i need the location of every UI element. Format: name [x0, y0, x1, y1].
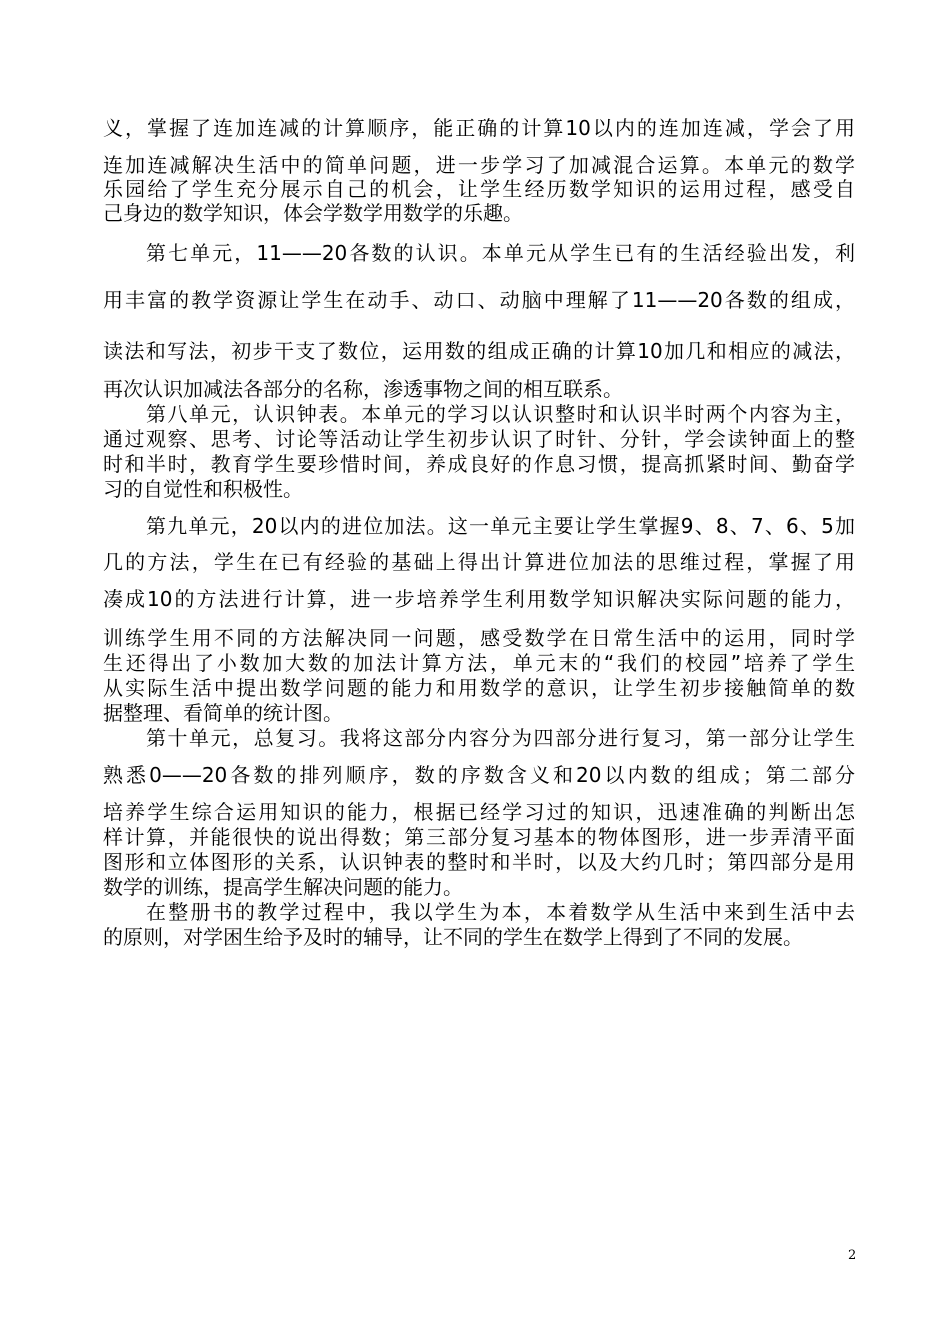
- text-line: 从实际生活中提出数学问题的能力和用数学的意识，让学生初步接触简单的数: [103, 676, 855, 700]
- text-line: 连加连减解决生活中的简单问题，进一步学习了加减混合运算。本单元的数学: [103, 153, 855, 177]
- text-line: 凑成10的方法进行计算，进一步培养学生利用数学知识解决实际问题的能力，: [103, 587, 855, 611]
- text-line: 时和半时，教育学生要珍惜时间，养成良好的作息习惯，提高抓紧时间、勤奋学: [103, 452, 855, 476]
- text-line: 几的方法，学生在已有经验的基础上得出计算进位加法的思维过程，掌握了用: [103, 550, 855, 574]
- text-line: 己身边的数学知识，体会学数学用数学的乐趣。: [103, 201, 523, 225]
- paragraph-first-line: 在整册书的教学过程中，我以学生为本，本着数学从生活中来到生活中去: [146, 900, 855, 924]
- text-line: 的原则，对学困生给予及时的辅导，让不同的学生在数学上得到了不同的发展。: [103, 925, 803, 949]
- text-line: 义，掌握了连加连减的计算顺序，能正确的计算10以内的连加连减，学会了用: [103, 116, 855, 140]
- paragraph-first-line: 第七单元，11——20各数的认识。本单元从学生已有的生活经验出发，利: [146, 241, 855, 265]
- paragraph-first-line: 第八单元，认识钟表。本单元的学习以认识整时和认识半时两个内容为主，: [146, 402, 855, 426]
- text-line: 读法和写法，初步干支了数位，运用数的组成正确的计算10加几和相应的减法，: [103, 339, 855, 363]
- page-number: 2: [848, 1248, 857, 1263]
- text-line: 乐园给了学生充分展示自己的机会，让学生经历数学知识的运用过程，感受自: [103, 177, 855, 201]
- text-line: 培养学生综合运用知识的能力，根据已经学习过的知识，迅速准确的判断出怎: [103, 800, 855, 824]
- text-line: 训练学生用不同的方法解决同一问题，感受数学在日常生活中的运用，同时学: [103, 626, 855, 650]
- text-line: 再次认识加减法各部分的名称，渗透事物之间的相互联系。: [103, 377, 623, 401]
- text-line: 熟悉0——20各数的排列顺序，数的序数含义和20以内数的组成；第二部分: [103, 763, 855, 787]
- text-line: 生还得出了小数加大数的加法计算方法，单元末的“我们的校园”培养了学生: [103, 651, 855, 675]
- text-line: 通过观察、思考、讨论等活动让学生初步认识了时针、分针，学会读钟面上的整: [103, 427, 855, 451]
- text-line: 习的自觉性和积极性。: [103, 477, 303, 501]
- text-line: 数学的训练，提高学生解决问题的能力。: [103, 875, 463, 899]
- text-line: 图形和立体图形的关系，认识钟表的整时和半时，以及大约几时；第四部分是用: [103, 850, 855, 874]
- text-line: 用丰富的教学资源让学生在动手、动口、动脑中理解了11——20各数的组成，: [103, 288, 855, 312]
- paragraph-first-line: 第十单元，总复习。我将这部分内容分为四部分进行复习，第一部分让学生: [146, 726, 855, 750]
- paragraph-first-line: 第九单元，20以内的进位加法。这一单元主要让学生掌握9、8、7、6、5加: [146, 514, 855, 538]
- text-line: 据整理、看简单的统计图。: [103, 701, 343, 725]
- text-line: 样计算，并能很快的说出得数；第三部分复习基本的物体图形，进一步弄清平面: [103, 825, 855, 849]
